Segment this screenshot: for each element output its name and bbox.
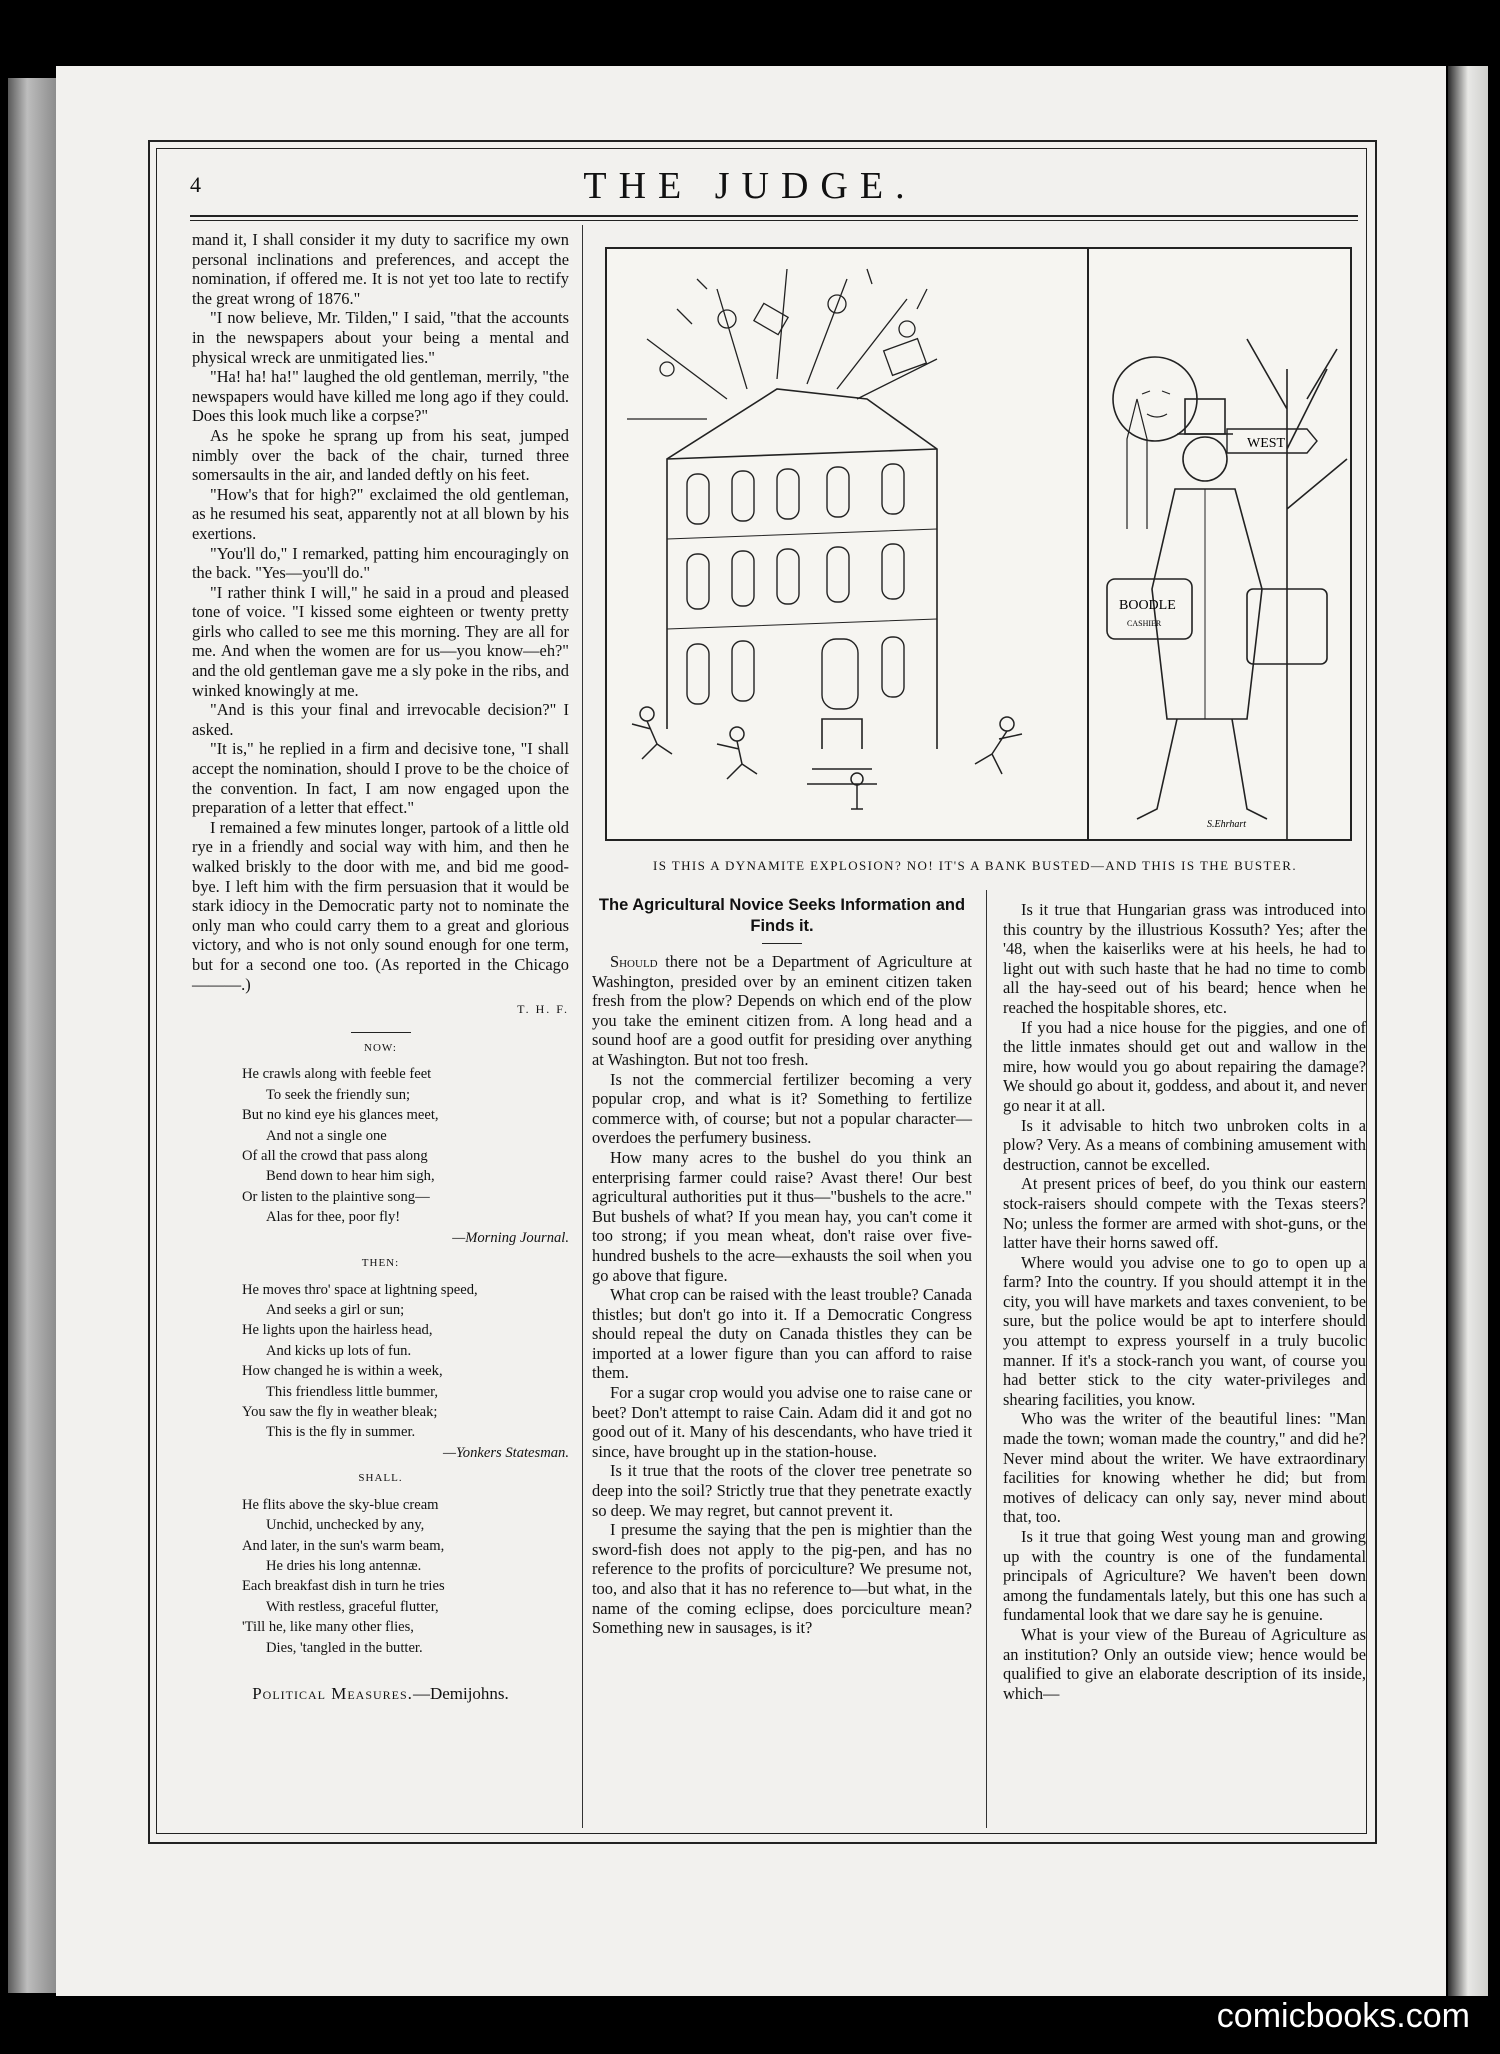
artist-signature: S.Ehrhart <box>1207 819 1246 830</box>
poem-line: He dries his long antennæ. <box>266 1558 422 1575</box>
paragraph <box>192 485 569 544</box>
poem-line: He lights upon the hairless head, <box>242 1322 433 1339</box>
church-steeple <box>1127 399 1147 529</box>
paragraph-text: Is it true that the roots of the clover tree penetrate so deep into the soil? Strictly true that they penetrate exactly so deep. We may regret, but cannot prevent it. <box>592 1461 972 1520</box>
paragraph-text: Is it true that Hungarian grass was introduced into this country by the illustrious Kossuth? Yes; after the '48, when the kaiserliks were at his heels, he had to light out with such haste that he had no time to comb all the hay-seed out of his beard; hence when he reached the hospitable shores, etc. <box>1003 900 1366 1017</box>
poem-line: He moves thro' space at lightning speed, <box>242 1281 478 1298</box>
poem-line: This friendless little bummer, <box>266 1383 439 1400</box>
paragraph <box>1003 900 1366 1018</box>
poem-line: Unchid, unchecked by any, <box>266 1517 425 1534</box>
paragraph <box>1003 1625 1366 1703</box>
closing-caps: Political Measures. <box>252 1684 413 1704</box>
poem-line: To seek the friendly sun; <box>266 1086 411 1103</box>
closing-line <box>192 1684 569 1704</box>
paragraph <box>192 739 569 817</box>
paragraph <box>192 583 569 701</box>
paragraph <box>192 818 569 994</box>
article-column-two <box>592 895 972 1638</box>
paragraph <box>1003 1527 1366 1625</box>
paragraph-text: Where would you advise one to go to open up a farm? Into the country. If you should attempt it in the city, you will have markets and taxes convenient, to be sure, but the police would be apt to interfere should you attempt to express yourself in a truly bucolic manner. If it's a stock-ranch you want, of course you had better stick to the city water-privileges and shearing facilities, you know. <box>1003 1252 1366 1409</box>
paragraph <box>1003 1174 1366 1252</box>
paragraph <box>1003 1409 1366 1527</box>
paragraph-text: "And is this your final and irrevocable decision?" I asked. <box>192 700 569 739</box>
paragraph <box>192 308 569 367</box>
poem-stanza <box>192 1064 569 1248</box>
column-one <box>192 230 569 1704</box>
paragraph-text: "Ha! ha! ha!" laughed the old gentleman, merrily, "the newspapers would have killed me long ago if they could. Does this look much like a corpse?" <box>192 367 569 426</box>
poem-heading: NOW: <box>364 1041 397 1054</box>
article-text-continued <box>1003 900 1366 1703</box>
paragraph-text: If you had a nice house for the piggies, and one of the little inmates should get out and wallow in the mire, how would you go about repairing the damage? We should go about it, goddess, and about it, and never go near it at all. <box>1003 1017 1366 1115</box>
paragraph-text: What crop can be raised with the least trouble? Canada thistles; but don't go into it. If a Democratic Congress should repeal the duty on Canada thistles they can be imported at a lower figure than you can afford to raise them. <box>592 1285 972 1383</box>
masthead-title: THE JUDGE. <box>583 165 917 207</box>
paragraph-text: I remained a few minutes longer, partook of a little old rye in a friendly and social way with him, and then he walked briskly to the door with me, and bid me good-bye. I left him with the firm persuasion that it would be stark idiocy in the Democratic party not to nominate the only man who could carry them to a great and glorious victory, and who is not only sound enough for one term, but for a second one too. (As reported in the Chicago ———.) <box>192 817 569 994</box>
column-rule <box>986 890 987 1828</box>
paragraph-text: Who was the writer of the beautiful lines: "Man made the town; woman made the country," and did he? Never mind about the writer. We have extraordinary facilities for knowing whether he did; but from motives of delicacy can only say, never mind about that, too. <box>1003 1409 1366 1527</box>
author-signature: T. H. F. <box>517 1002 569 1017</box>
page-edge <box>1448 66 1488 1996</box>
panel-divider <box>1087 249 1089 839</box>
paragraph-text: "It is," he replied in a firm and decisive tone, "I shall accept the nomination, should I prove to be the choice of the convention. In fact, I am now engaged upon the preparation of a letter that effect." <box>192 739 569 818</box>
paragraph-text: there not be a Department of Agriculture at Washington, presided over by an eminent citizen taken fresh from the plow? Depends on which end of the plow you take the eminent citizen from. A long head and a sound hoof are a good outfit for presiding over anything at Washington. But not too fresh. <box>592 952 972 1069</box>
closing-rest: —Demijohns. <box>412 1684 509 1704</box>
cartoon-illustration <box>605 247 1352 841</box>
poem-stanza <box>192 1495 569 1658</box>
poem-line: Or listen to the plaintive song— <box>242 1188 430 1205</box>
paragraph-text: For a sugar crop would you advise one to raise cane or beet? Don't attempt to raise Cain. Adam did it and got no good out of it. Many of his descendants, who have tried it since, have brought up in the station-house. <box>592 1383 972 1461</box>
poem-stanza <box>192 1280 569 1464</box>
poem-line: Each breakfast dish in turn he tries <box>242 1578 445 1595</box>
paragraph <box>592 1520 972 1638</box>
cashier-legs <box>1137 719 1267 819</box>
paragraph <box>1003 1116 1366 1175</box>
paragraph-text: "You'll do," I remarked, patting him encouragingly on the back. "Yes—you'll do." <box>192 543 569 583</box>
paragraph <box>592 1461 972 1520</box>
cartoon-caption: IS THIS A DYNAMITE EXPLOSION? NO! IT'S A BANK BUSTED—AND THIS IS THE BUSTER. <box>653 858 1297 873</box>
lead-word: Should <box>610 952 658 971</box>
paragraph <box>592 1383 972 1461</box>
poem-line: But no kind eye his glances meet, <box>242 1107 439 1124</box>
poem-line: And later, in the sun's warm beam, <box>242 1537 445 1554</box>
poem-line: Of all the crowd that pass along <box>242 1147 428 1164</box>
paragraph <box>192 230 569 308</box>
poem-line: He crawls along with feeble feet <box>242 1066 432 1083</box>
site-watermark: comicbooks.com <box>1216 1997 1470 2035</box>
poem-line: He flits above the sky-blue cream <box>242 1496 439 1513</box>
paragraph-text: How many acres to the bushel do you think an enterprising farmer could raise? Avast there! Our best agricultural authorities put it thus—"bushels to the acre." But bushels of what? If you mean hay, you can't come it too strong; if you mean wheat, don't raise over five-hundred bushels to the acre—exhausts the soil when you go above that figure. <box>592 1147 972 1285</box>
bank-steps <box>807 719 877 784</box>
poem-heading: SHALL. <box>358 1472 403 1485</box>
paragraph <box>1003 1253 1366 1410</box>
paragraph <box>592 952 972 1070</box>
paragraph <box>592 1070 972 1148</box>
paragraph-text: Is it advisable to hitch two unbroken colts in a plow? Very. As a means of combining amusement with destruction, cannot be excelled. <box>1003 1115 1366 1174</box>
paragraph-text: "I rather think I will," he said in a proud and pleased tone of voice. "I kissed some eighteen or twenty pretty girls who called to see me this morning. They are all for me. And when the women are for us—you know—eh?" and the old gentleman gave me a sly poke in the ribs, and winked knowingly at me. <box>192 582 569 700</box>
poem-heading: THEN: <box>361 1257 400 1269</box>
paragraph <box>1003 1018 1366 1116</box>
paragraph <box>592 1148 972 1285</box>
fly-poems <box>192 1032 569 1658</box>
boodle-bag-subtext: CASHIER <box>1127 619 1162 628</box>
paragraph <box>592 1285 972 1383</box>
paragraph-text: "How's that for high?" exclaimed the old gentleman, as he resumed his seat, apparently not at all blown by his exertions. <box>192 484 569 543</box>
poem-line: Alas for thee, poor fly! <box>266 1209 401 1226</box>
poem-line: You saw the fly in weather bleak; <box>242 1404 438 1421</box>
tilden-interview-text <box>192 230 569 994</box>
explosion-debris <box>627 269 937 419</box>
article-title: The Agricultural Novice Seeks Information and Finds it. <box>598 896 966 935</box>
book-binding <box>8 78 56 1993</box>
fleeing-figures <box>632 707 1022 809</box>
paragraph-text: I presume the saying that the pen is mightier than the sword-fish does not apply to the pig-pen, and has no reference to the profits of porciculture? We presume not, too, and also that it has no reference to—but what, in the name of the coming eclipse, does porciculture mean? Something new in sausages, is it? <box>592 1520 972 1638</box>
paragraph <box>192 367 569 426</box>
poem-line: This is the fly in summer. <box>266 1424 416 1441</box>
poem-source: —Yonkers Statesman. <box>443 1444 569 1461</box>
top-hat <box>1185 399 1225 434</box>
boodle-bag-text: BOODLE <box>1119 598 1176 613</box>
poem-line: 'Till he, like many other flies, <box>242 1619 414 1636</box>
poem-line: With restless, graceful flutter, <box>266 1598 439 1615</box>
poem-line: And kicks up lots of fun. <box>266 1342 412 1359</box>
paragraph-text: Is it true that going West young man and growing up with the country is one of the fundamental principals of Agriculture? We haven't been down among the fundamentals lately, but this one has such a fundamental look that we dare say he is genuine. <box>1003 1527 1366 1625</box>
poem-rule <box>351 1032 411 1033</box>
poem-line: And not a single one <box>266 1127 387 1144</box>
poem-line: How changed he is within a week, <box>242 1363 443 1380</box>
paragraph <box>192 426 569 485</box>
poem-line: Dies, 'tangled in the butter. <box>266 1639 423 1656</box>
bank-building-outline <box>667 389 937 749</box>
column-rule <box>582 225 583 1828</box>
paragraph <box>192 544 569 583</box>
west-sign-text: WEST <box>1247 436 1286 451</box>
cartoon-drawing <box>607 249 1350 839</box>
article-text <box>592 952 972 1638</box>
paragraph-text: "I now believe, Mr. Tilden," I said, "that the accounts in the newspapers about your being a mental and physical wreck are unmitigated lies." <box>192 308 569 367</box>
title-rule <box>762 943 802 944</box>
article-column-three <box>1003 900 1366 1703</box>
paragraph-text: At present prices of beef, do you think our eastern stock-raisers should compete with the Texas steers? No; unless the former are armed with shot-guns, or the latter have their horns sawed off. <box>1003 1174 1366 1253</box>
paragraph <box>192 700 569 739</box>
paragraph-text: What is your view of the Bureau of Agriculture as an institution? Only an outside view; hence would be qualified to give an elaborate description of its inside, which— <box>1003 1624 1366 1703</box>
poem-line: And seeks a girl or sun; <box>266 1302 405 1318</box>
paragraph-text: As he spoke he sprang up from his seat, jumped nimbly over the back of the chair, turned three somersaults in the air, and landed deftly on his feet. <box>192 425 569 485</box>
poem-line: Bend down to hear him sigh, <box>266 1168 435 1185</box>
page-number: 4 <box>190 172 201 197</box>
paragraph-text: Is not the commercial fertilizer becoming a very popular crop, and what is it? Something to fertilize commerce with, of course; but not a popular character—overdoes the perfumery business. <box>592 1069 972 1148</box>
masthead-rule <box>190 215 1358 221</box>
bank-windows <box>687 464 904 709</box>
poem-source: —Morning Journal. <box>452 1229 569 1246</box>
paragraph-text: mand it, I shall consider it my duty to sacrifice my own personal inclinations and preferences, and accept the nomination, if offered me. It is not yet too late to rectify the great wrong of 1876." <box>192 230 569 308</box>
